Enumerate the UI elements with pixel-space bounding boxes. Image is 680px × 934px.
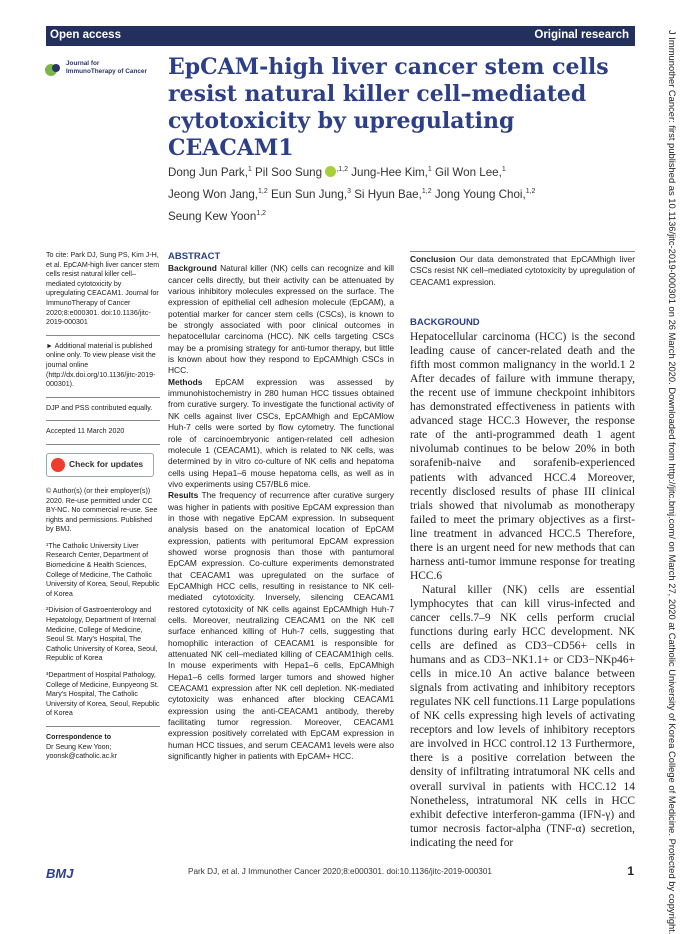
divider <box>46 397 160 398</box>
article-type-label: Original research <box>534 29 629 41</box>
abstract-label: Conclusion <box>410 254 456 264</box>
journal-logo-line1: Journal for <box>66 60 100 67</box>
abstract-label: Results <box>168 490 199 501</box>
divider <box>46 335 160 336</box>
divider <box>46 420 160 421</box>
abstract-background: Background Natural killer (NK) cells can recognize and kill cancer cells directly, but their activity can be attenuated by various inhibitory molecules expressed on the surface. The expression of epithelial cell adhesion molecule (EpCAM), a potential marker for cancer stem cells (CSCs), is known to be strongly associated with poor clinical outcomes in hepatocellular carcinoma (HCC). NK cells targeting CSCs may be a promising strategy for anti-tumor therapy, but little is known about how they respond to EpCAMhigh CSCs in HCC. <box>168 263 395 376</box>
author: Eun Sun Jung, <box>267 187 348 201</box>
abstract-label: Methods <box>168 376 203 387</box>
journal-logo-line2: ImmunoTherapy of Cancer <box>66 67 147 75</box>
accepted-date: Accepted 11 March 2020 <box>46 427 125 436</box>
orcid-icon[interactable] <box>325 166 336 177</box>
publisher-logo: BMJ <box>46 866 74 881</box>
journal-logo <box>44 60 164 90</box>
divider <box>46 444 160 445</box>
affiliation-ref: 1,2 <box>258 187 268 195</box>
author: Jeong Won Jang, <box>168 187 259 201</box>
download-notice-text: J Immunother Cancer: first published as 10.1136/jitc-2019-000301 on 26 March 2020. Downloaded from http://jitc.bmj.com/ on March 27, 2020 at Catholic University of Korea College of Medicine. Protected by copyright. <box>667 30 678 934</box>
page-footer <box>0 862 680 886</box>
author: Seung Kew Yoon <box>168 209 257 223</box>
page-number: 1 <box>627 864 634 878</box>
affiliation-ref: 1,2 <box>256 209 267 217</box>
affiliation-ref: 1,2 <box>525 187 536 195</box>
citation-note: To cite: Park DJ, Sung PS, Kim J-H, et al. EpCAM-high liver cancer stem cells resist natural killer cell–mediated cytotoxicity by upregulating CEACAM1. Journal for ImmunoTherapy of Cancer 2020;8:e000301. doi:10.1136/jitc-2019-000301 <box>46 251 160 327</box>
abstract-results: Results The frequency of recurrence after curative surgery was higher in patients with positive EpCAM expression than in those with negative EpCAM expression. In subsequent analysis based on the anatomical location of EpCAM expression, patients with peritumoral EpCAM expression showed worse prognosis than those with pantumoral EpCAM expression. Co-culture experiments demonstrated that CEACAM1 was upregulated on the surface of EpCAMhigh HCC cells, resulting in resistance to NK cell-mediated cytotoxicity. Inversely, silencing CEACAM1 restored cytotoxicity of NK cells against EpCAMhigh Huh-7 cells. Moreover, neutralizing CEACAM1 on the NK cell surface enhanced killing of Huh-7 cells, suggesting that homophilic interaction of CEACAM1 is responsible for attenuated NK cell–mediated killing of CEACAM1high cells. In mouse experiments with Hepa1–6 cells, EpCAMhigh Hepa1–6 cells formed larger tumors and showed higher CEACAM1 expression after NK cell depletion. NK-mediated cytotoxicity was enhanced after blocking CEACAM1 expression using the anti-CEACAM1 antibody, thereby facilitating tumor regression. Moreover, CEACAM1 expression positively correlated with EpCAM expression in human HCC tissues, and serum CEACAM1 levels were also significantly higher in patients with EpCAM+ HCC. <box>168 490 394 762</box>
affiliation-ref: 1 <box>427 166 432 173</box>
download-notice <box>656 30 680 934</box>
right-column <box>410 251 635 850</box>
header-bar <box>46 26 635 46</box>
affiliation-ref: 1,2 <box>421 187 432 195</box>
check-updates-icon <box>51 458 65 472</box>
abstract-conclusion: Conclusion Our data demonstrated that EpCAMhigh liver CSCs resist NK cell–mediated cytotoxicity by upregulation of CEACAM1 expression. <box>410 251 635 288</box>
author: Jong Young Choi, <box>431 187 526 201</box>
abstract-heading: ABSTRACT <box>168 251 221 262</box>
divider <box>410 251 635 252</box>
affiliation-ref: ,1,2 <box>336 166 348 173</box>
affiliation-2: ²Division of Gastroenterology and Hepatology, Department of Internal Medicine, College of Medicine, Seoul St. Mary's Hospital, The Catholic University of Korea, Seoul, Republic of Korea <box>46 606 158 663</box>
article-title: EpCAM-high liver cancer stem cells resist natural killer cell–mediated cytotoxicity by upregulating CEACAM1 <box>168 54 609 161</box>
contribution-note: DJP and PSS contributed equally. <box>46 403 153 412</box>
author: Gil Won Lee, <box>431 165 502 179</box>
journal-logo-icon <box>44 60 64 80</box>
body-text <box>410 330 635 850</box>
additional-material-note: ► Additional material is published online only. To view please visit the journal online (http://dx.doi.org/10.1136/jitc-2019-000301). <box>46 341 156 389</box>
affiliation-1: ¹The Catholic University Liver Research Center, Department of Biomedicine & Health Sciences, College of Medicine, The Catholic University of Korea, Seoul, Republic of Korea <box>46 541 160 598</box>
correspondence-heading: Correspondence to <box>46 732 112 741</box>
open-access-label: Open access <box>50 29 121 41</box>
affiliation-ref: 1 <box>247 166 252 173</box>
check-updates-label: Check for updates <box>69 459 144 470</box>
paragraph: Natural killer (NK) cells are essential lymphocytes that can kill virus-infected and cancer cells.7–9 NK cells perform crucial functions during early HCC development. NK cells are defined as CD3−CD56+ cells in humans and as CD3−NK1.1+ or CD3−NKp46+ cells in mice.10 An active balance between signals from activating and inhibitory receptors regulates NK cell functions.11 Large populations of NK cells expressing high levels of activating receptors and low levels of inhibitory receptors are involved in HCC control.12 13 Furthermore, there is a positive correlation between the density of infiltrating intratumoral NK cells and overall survival in patients with HCC.12 14 Nonetheless, intratumoral NK cells in HCC exhibit defective interferon-gamma (IFN-γ) and tumor necrosis factor-alpha (TNF-α) secretion, indicating the need for <box>410 583 635 849</box>
author: Pil Soo Sung <box>251 165 326 179</box>
affiliation-ref: 3 <box>347 187 351 195</box>
check-for-updates-button[interactable] <box>46 453 154 477</box>
section-heading: BACKGROUND <box>410 317 480 329</box>
affiliation-ref: 1 <box>501 166 506 173</box>
abstract-label: Background <box>168 263 217 274</box>
author: Dong Jun Park, <box>168 165 248 179</box>
footer-citation: Park DJ, et al. J Immunother Cancer 2020;8:e000301. doi:10.1136/jitc-2019-000301 <box>188 867 492 876</box>
author-list <box>168 160 628 226</box>
author: Si Hyun Bae, <box>350 187 422 201</box>
divider <box>46 726 160 727</box>
abstract <box>168 251 394 762</box>
paragraph: Hepatocellular carcinoma (HCC) is the second leading cause of cancer-related death and the fifth most common malignancy in the world.1 2 After decades of failure with immune therapy, the recent use of immune checkpoint inhibitors has demonstrated effectiveness in patients with advanced stage HCC.3 However, the response rate of the anti-programmed death 1 agent nivolumab continues to be below 20% in both sorafenib-naive and sorafenib-experienced patients with advanced HCC.4 Moreover, recently disclosed results of phase III clinical trials showed that nivolumab as monotherapy failed to meet the primary objectives as a first-line treatment in advanced HCC.5 Therefore, there is an urgent need for new methods that can harness anti-tumor immune response for treating HCC.6 <box>410 331 635 582</box>
copyright-note: © Author(s) (or their employer(s)) 2020. Re-use permitted under CC BY-NC. No commercial re-use. See rights and permissions. Published by BMJ. <box>46 486 158 534</box>
author: Jung-Hee Kim, <box>348 165 428 179</box>
correspondence-text: Dr Seung Kew Yoon; yoonsk@catholic.ac.kr <box>46 742 118 761</box>
abstract-methods: Methods EpCAM expression was assessed by immunohistochemistry in 280 human HCC tissues obtained from curative surgery. To investigate the functional activity of NK cells against liver CSCs, EpCAMhigh and EpCAMlow Huh-7 cells were sorted by flow cytometry. The functional role of carcinoembryonic antigen-related cell adhesion molecule 1 (CEACAM1), which is related to NK cells, was determined by in vitro co-culture of NK cells and hepatoma cells using Hepa1–6 mouse hepatoma cells, as well as in vivo experiments using C57/BL6 mice. <box>168 376 394 489</box>
affiliation-3: ³Department of Hospital Pathology, College of Medicine, Eunpyeong St. Mary's Hospital, The Catholic University of Korea, Seoul, Republic of Korea <box>46 671 160 718</box>
sidebar <box>46 251 160 769</box>
